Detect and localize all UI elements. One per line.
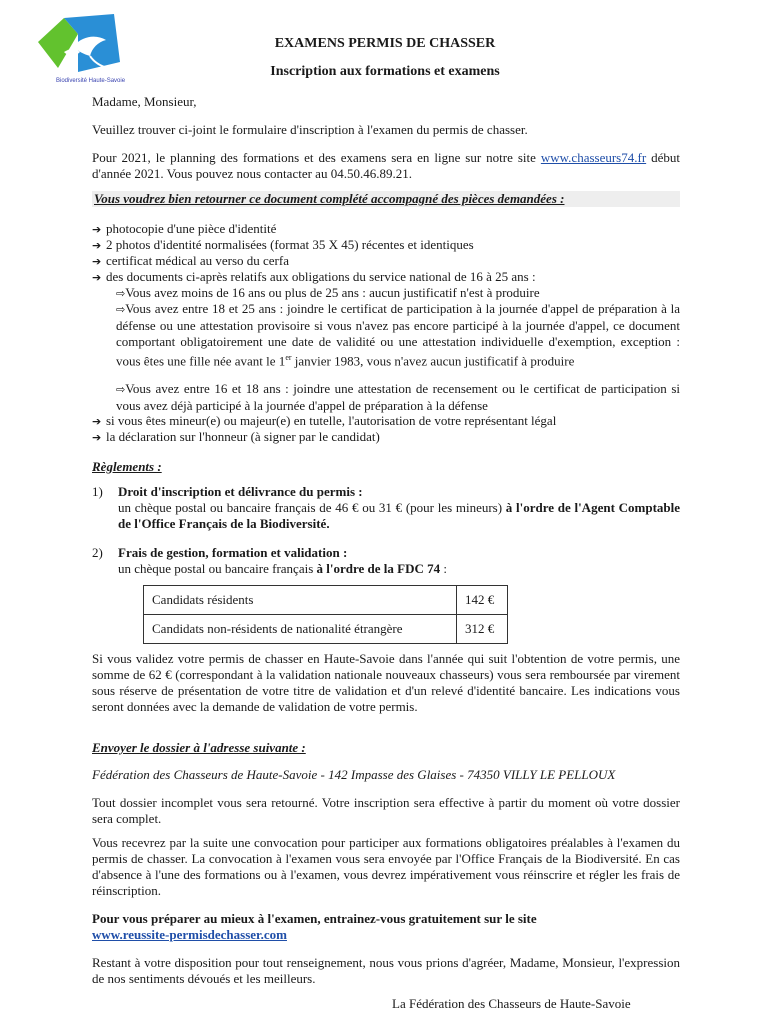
- fee-label: Candidats non-résidents de nationalité étrangère: [144, 615, 457, 644]
- sub-item-16to18: ⇨Vous avez entre 16 et 18 ans : joindre une attestation de recensement ou le certificat de participation si vous avez déjà participé à la journée d'appel de préparation à la défense: [116, 381, 680, 413]
- planning-after: début d'année 2021. Vous pouvez nous contacter au 04.50.46.89.21.: [92, 150, 681, 181]
- arrow-right-icon: ➔: [92, 223, 102, 236]
- planning-text: [92, 150, 680, 182]
- page-subtitle: Inscription aux formations et examens: [270, 64, 500, 79]
- fees-table: [143, 585, 508, 644]
- table-row: [144, 586, 508, 615]
- list-item: ➔ certificat médical au verso du cerfa: [92, 253, 289, 268]
- address-heading: Envoyer le dossier à l'adresse suivante :: [92, 740, 306, 755]
- return-notice-block: [92, 191, 680, 207]
- logo-caption: Biodiversité Haute-Savoie: [56, 78, 126, 84]
- fee-amount: 312 €: [457, 615, 508, 644]
- reglements-heading: Règlements :: [92, 459, 162, 474]
- sub-item-under16: ⇨Vous avez moins de 16 ans ou plus de 25 ans : aucun justificatif n'est à produire: [116, 285, 540, 300]
- list-item: ➔ si vous êtes mineur(e) ou majeur(e) en tutelle, l'autorisation de votre représentant légal: [92, 413, 557, 428]
- incomplete-text: Tout dossier incomplet vous sera retourné. Votre inscription sera effective à partir du moment où votre dossier sera complet.: [92, 795, 680, 826]
- arrow-right-icon: ➔: [92, 255, 102, 268]
- table-row: [144, 615, 508, 644]
- reglement-item-1: Droit d'inscription et délivrance du permis : un chèque postal ou bancaire français de 46 € ou 31 € (pour les mineurs) à l'ordre de l'Agent Comptable de l'Office Français de la Biodiversité.: [118, 484, 681, 531]
- arrow-right-icon: ➔: [92, 415, 102, 428]
- website-link[interactable]: www.chasseurs74.fr: [540, 150, 647, 165]
- reglement-num-1: 1): [92, 484, 103, 499]
- convocation-text: Vous recevrez par la suite une convocation pour participer aux formations obligatoires préalables à l'examen du permis de chasser. La convocation à l'examen vous sera envoyée par l'Office Français de la Biodiversité. En cas d'absence à l'une des formations ou à l'examen, vous devrez impérativement vous réinscrire et régler les frais de réinscription.: [92, 835, 680, 898]
- signature: La Fédération des Chasseurs de Haute-Savoie: [392, 996, 631, 1011]
- arrow-right-icon: ➔: [92, 271, 102, 284]
- greeting: Madame, Monsieur,: [92, 94, 197, 109]
- intro-text: Veuillez trouver ci-joint le formulaire d'inscription à l'examen du permis de chasser.: [92, 122, 528, 137]
- prepare-link[interactable]: www.reussite-permisdechasser.com: [92, 927, 287, 942]
- reglement-num-2: 2): [92, 545, 103, 560]
- return-notice: Vous voudrez bien retourner ce document complété accompagné des pièces demandées :: [92, 191, 680, 207]
- hollow-arrow-icon: ⇨: [116, 287, 126, 300]
- list-item: ➔ des documents ci-après relatifs aux obligations du service national de 16 à 25 ans :: [92, 269, 536, 284]
- arrow-right-icon: ➔: [92, 431, 102, 444]
- fee-label: Candidats résidents: [144, 586, 457, 615]
- validation-text: Si vous validez votre permis de chasser en Haute-Savoie dans l'année qui suit l'obtention de votre permis, une somme de 62 € (correspondant à la validation nationale nouveaux chasseurs) vous sera remboursée par virement sous réserve de présentation de votre titre de validation et d'un relevé d'identité bancaire. Les indications vous seront données avec la demande de validation de votre permis.: [92, 651, 680, 714]
- address-text: Fédération des Chasseurs de Haute-Savoie - 142 Impasse des Glaises - 74350 VILLY LE PELLOUX: [92, 767, 616, 782]
- arrow-right-icon: ➔: [92, 239, 102, 252]
- page-title: EXAMENS PERMIS DE CHASSER: [274, 36, 496, 51]
- hollow-arrow-icon: ⇨: [116, 303, 126, 316]
- closing-text: Restant à votre disposition pour tout renseignement, nous vous prions d'agréer, Madame, Monsieur, l'expression de nos sentiments dévoués et les meilleurs.: [92, 955, 680, 986]
- list-item: ➔ la déclaration sur l'honneur (à signer par le candidat): [92, 429, 380, 444]
- planning-before: Pour 2021, le planning des formations et des examens sera en ligne sur notre site: [92, 150, 536, 165]
- reglement-item-2: Frais de gestion, formation et validation : un chèque postal ou bancaire français à l'ordre de la FDC 74 :: [118, 545, 448, 576]
- hollow-arrow-icon: ⇨: [116, 383, 126, 396]
- list-item: ➔ 2 photos d'identité normalisées (format 35 X 45) récentes et identiques: [92, 237, 474, 252]
- prepare-text: Pour vous préparer au mieux à l'examen, entrainez-vous gratuitement sur le site www.reussite-permisdechasser.com: [92, 911, 680, 943]
- fee-amount: 142 €: [457, 586, 508, 615]
- list-item: ➔ photocopie d'une pièce d'identité: [92, 221, 277, 236]
- sub-item-18to25: ⇨Vous avez entre 18 et 25 ans : joindre le certificat de participation à la journée d'appel de préparation à la défense ou une attestation provisoire si vous n'avez pas encore participé à la journée d'appel, ce document comportant obligatoirement une date de validité ou une attestation individuelle d'exemption, exception : vous êtes une fille née avant le 1er janvier 1983, vous n'avez aucun justificatif à produire: [116, 301, 680, 369]
